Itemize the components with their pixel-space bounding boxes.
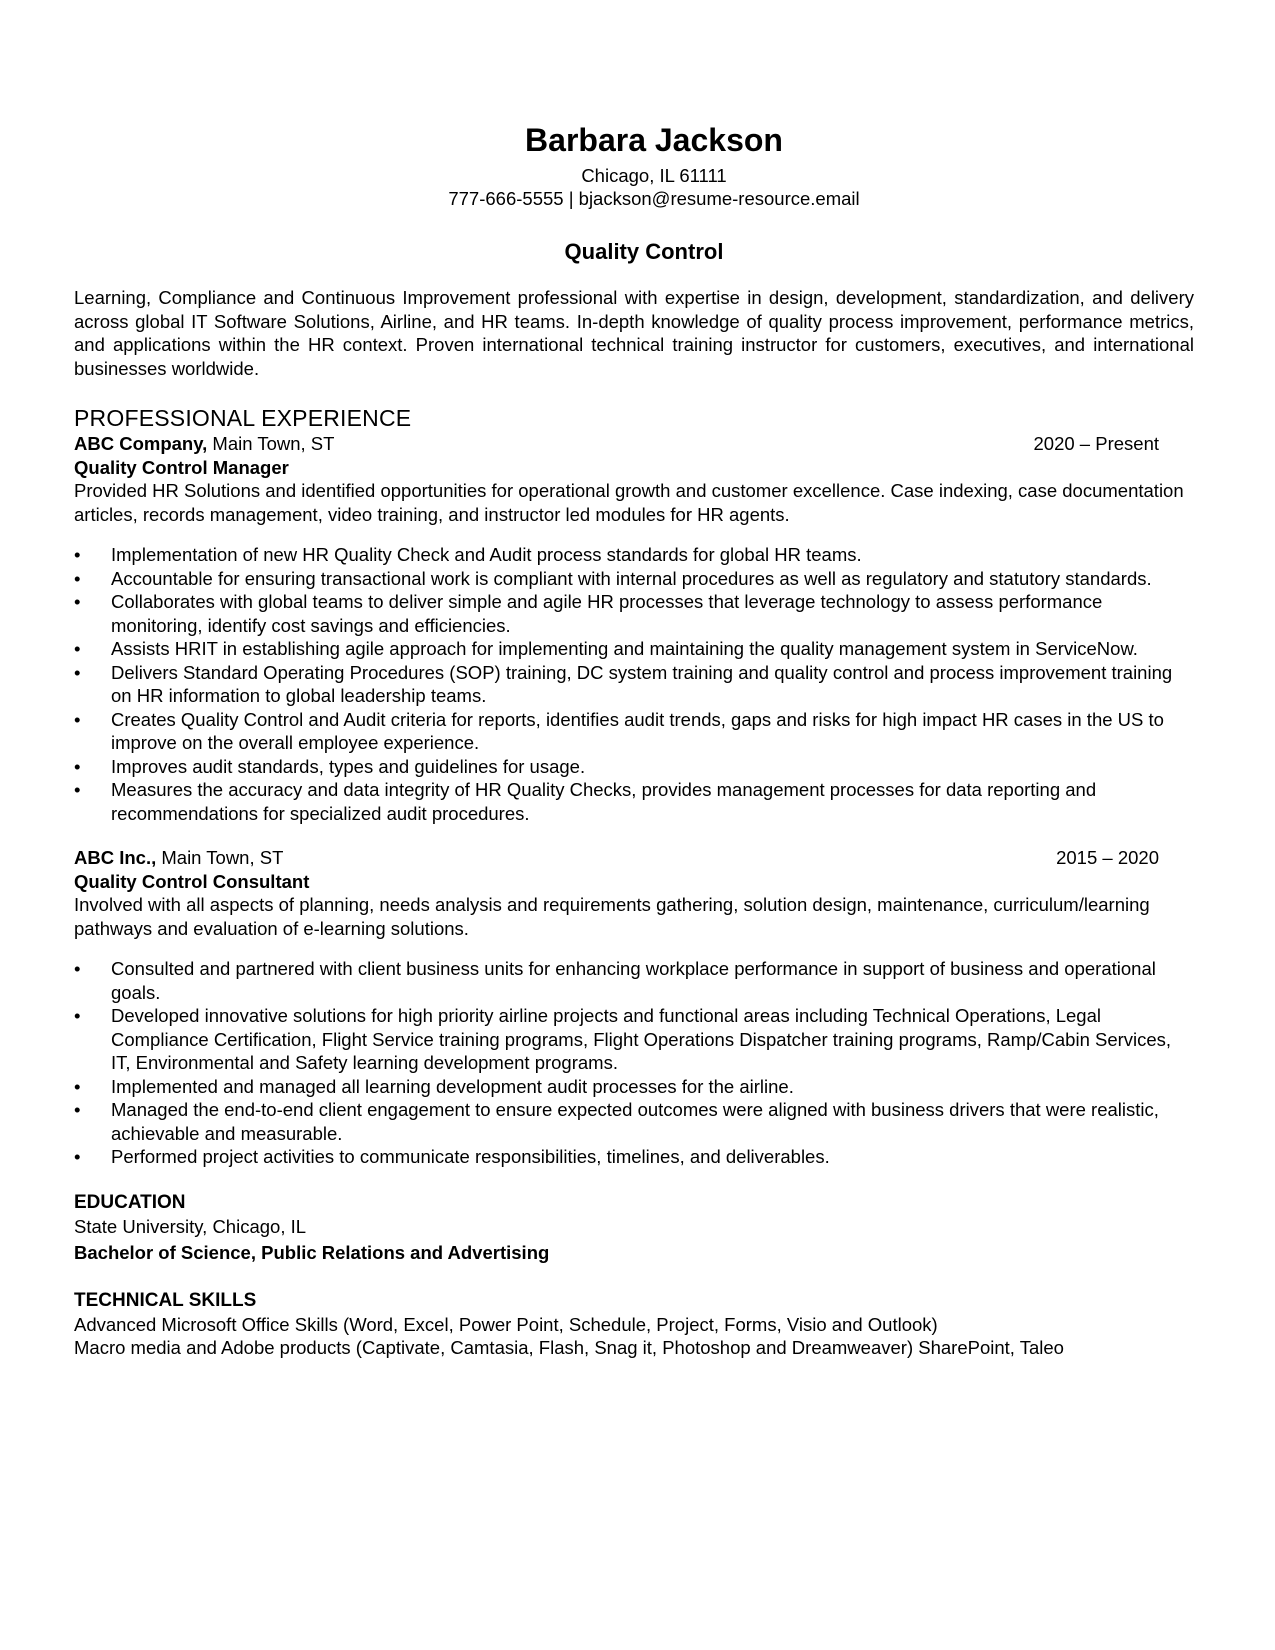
bullet-text: Collaborates with global teams to deliver simple and agile HR processes that leverage technology to assess performance monitoring, identify cost savings and efficiencies. (111, 591, 1103, 636)
list-item (74, 778, 1194, 825)
job-header (74, 846, 1194, 870)
job-dates: 2020 – Present (1033, 433, 1159, 454)
skills-line: Advanced Microsoft Office Skills (Word, Excel, Power Point, Schedule, Project, Forms, Visio and Outlook) (74, 1313, 938, 1335)
bullet-text: Implemented and managed all learning development audit processes for the airline. (111, 1075, 794, 1097)
job-entry (74, 846, 1194, 1169)
bullet-icon: • (74, 661, 81, 683)
bullet-icon: • (74, 1099, 81, 1120)
bullet-text: Consulted and partnered with client business units for enhancing workplace performance in support of business and operational goals. (111, 958, 1156, 1003)
job-header (74, 432, 1194, 456)
job-entry (74, 432, 1194, 825)
job-bullet-list (74, 957, 1194, 1169)
job-title: Quality Control Consultant (74, 870, 310, 892)
bullet-icon: • (74, 708, 81, 730)
job-title: Quality Control Manager (74, 456, 289, 478)
job-dates: 2015 – 2020 (1056, 847, 1159, 868)
education-degree: Bachelor of Science, Public Relations and Advertising (74, 1242, 550, 1263)
candidate-name: Barbara Jackson (525, 122, 783, 158)
candidate-contact: 777-666-5555 | bjackson@resume-resource.email (448, 188, 860, 209)
job-description: Involved with all aspects of planning, needs analysis and requirements gathering, solution design, maintenance, curriculum/learning pathways and evaluation of e-learning solutions. (74, 894, 1150, 939)
job-bullet-list (74, 543, 1194, 825)
job-company: ABC Inc., (74, 847, 157, 868)
bullet-icon: • (74, 958, 81, 979)
bullet-icon: • (74, 779, 81, 800)
bullet-text: Creates Quality Control and Audit criteria for reports, identifies audit trends, gaps and risks for high impact HR cases in the US to improve on the overall employee experience. (111, 708, 1164, 753)
list-item (74, 755, 1194, 779)
list-item (74, 708, 1194, 755)
resume-page (74, 120, 1194, 1360)
education-school: State University, Chicago, IL (74, 1215, 307, 1237)
job-location: Main Town, ST (207, 433, 335, 454)
education-section-title: EDUCATION (74, 1191, 186, 1213)
bullet-icon: • (74, 1005, 81, 1026)
bullet-icon: • (74, 638, 81, 659)
education-section (74, 1191, 1194, 1265)
list-item (74, 567, 1194, 591)
bullet-icon: • (74, 567, 81, 589)
list-item (74, 661, 1194, 708)
bullet-text: Managed the end-to-end client engagement to ensure expected outcomes were aligned with business drivers that were realistic, achievable and measurable. (111, 1099, 1159, 1144)
bullet-icon: • (74, 1075, 81, 1097)
summary-paragraph: Learning, Compliance and Continuous Improvement professional with expertise in design, development, standardization, and delivery across global IT Software Solutions, Airline, and HR teams. In-depth knowledge of quality process improvement, performance metrics, and applications within the HR context. Proven international technical training instructor for customers, executives, and international businesses worldwide. (74, 287, 1194, 379)
job-location: Main Town, ST (156, 847, 284, 868)
skills-line: Macro media and Adobe products (Captivate, Camtasia, Flash, Snag it, Photoshop and Dreamweaver) SharePoint, Taleo (74, 1337, 1064, 1358)
bullet-text: Improves audit standards, types and guidelines for usage. (111, 755, 586, 777)
bullet-text: Measures the accuracy and data integrity of HR Quality Checks, provides management processes for data reporting and recommendations for specialized audit procedures. (111, 779, 1097, 824)
list-item (74, 590, 1194, 637)
bullet-icon: • (74, 755, 81, 777)
experience-section-title: PROFESSIONAL EXPERIENCE (74, 405, 412, 431)
bullet-text: Accountable for ensuring transactional work is compliant with internal procedures as well as regulatory and statutory standards. (111, 567, 1152, 589)
list-item (74, 637, 1194, 661)
list-item (74, 1145, 1194, 1169)
candidate-location: Chicago, IL 61111 (581, 165, 727, 186)
resume-header (94, 120, 1214, 210)
list-item (74, 543, 1194, 567)
bullet-text: Performed project activities to communicate responsibilities, timelines, and deliverables. (111, 1146, 830, 1167)
bullet-text: Implementation of new HR Quality Check and Audit process standards for global HR teams. (111, 544, 862, 565)
skills-section (74, 1289, 1194, 1360)
list-item (74, 1004, 1194, 1075)
list-item (74, 1098, 1194, 1145)
job-company: ABC Company, (74, 433, 208, 454)
bullet-icon: • (74, 591, 81, 612)
list-item (74, 957, 1194, 1004)
bullet-text: Developed innovative solutions for high priority airline projects and functional areas including Technical Operations, Legal Compliance Certification, Flight Service training programs, Flight Operations Dispatcher training programs, Ramp/Cabin Services, IT, Environmental and Safety learning development programs. (111, 1005, 1172, 1073)
job-description: Provided HR Solutions and identified opportunities for operational growth and customer excellence. Case indexing, case documentation articles, records management, video training, and instructor led modules for HR agents. (74, 480, 1184, 525)
bullet-text: Delivers Standard Operating Procedures (SOP) training, DC system training and quality control and process improvement training on HR information to global leadership teams. (111, 661, 1173, 706)
bullet-icon: • (74, 1146, 81, 1167)
bullet-text: Assists HRIT in establishing agile approach for implementing and maintaining the quality management system in ServiceNow. (111, 638, 1138, 659)
list-item (74, 1075, 1194, 1099)
resume-headline: Quality Control (564, 239, 724, 264)
skills-section-title: TECHNICAL SKILLS (74, 1289, 257, 1311)
bullet-icon: • (74, 544, 81, 565)
